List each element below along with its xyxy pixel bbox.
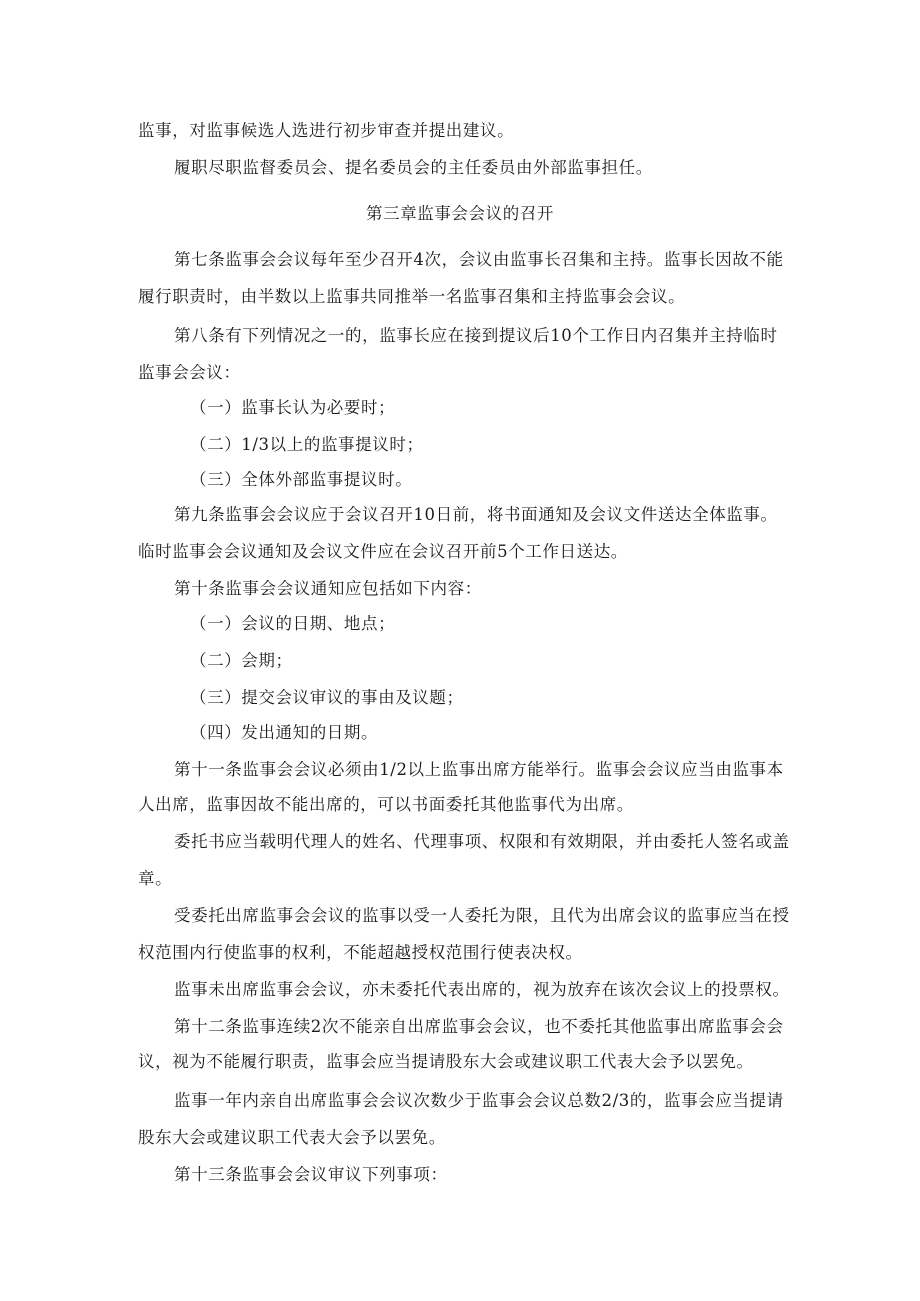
article-8-item-1: （一）监事长认为必要时；: [190, 398, 396, 417]
proxy-para-line-1: 委托书应当载明代理人的姓名、代理事项、权限和有效期限，并由委托人签名或盖: [174, 832, 790, 851]
article-9-line-1: 第九条监事会会议应于会议召开10日前，将书面通知及会议文件送达全体监事。: [174, 505, 778, 524]
proxy-para-line-2: 章。: [138, 869, 173, 888]
article-11-line-2: 人出席，监事因故不能出席的，可以书面委托其他监事代为出席。: [138, 795, 634, 814]
attendance-para-line-2: 股东大会或建议职工代表大会予以罢免。: [138, 1128, 446, 1147]
proxy-limit-line-1: 受委托出席监事会会议的监事以受一人委托为限，且代为出席会议的监事应当在授: [174, 906, 790, 925]
absence-para: 监事未出席监事会会议，亦未委托代表出席的，视为放弃在该次会议上的投票权。: [174, 980, 790, 999]
article-8-item-2: （二）1/3以上的监事提议时；: [190, 435, 424, 454]
article-12-line-1: 第十二条监事连续2次不能亲自出席监事会会议，也不委托其他监事出席监事会会: [174, 1017, 784, 1036]
article-8-item-3: （三）全体外部监事提议时。: [190, 470, 413, 489]
chapter-heading: 第三章监事会会议的召开: [365, 204, 555, 223]
article-10-item-3: （三）提交会议审议的事由及议题；: [190, 688, 464, 707]
article-11-line-1: 第十一条监事会会议必须由1/2以上监事出席方能举行。监事会会议应当由监事本: [174, 760, 784, 779]
article-10-item-1: （一）会议的日期、地点；: [190, 614, 396, 633]
proxy-limit-line-2: 权范围内行使监事的权利，不能超越授权范围行使表决权。: [138, 943, 583, 962]
text-line-2: 履职尽职监督委员会、提名委员会的主任委员由外部监事担任。: [174, 158, 653, 177]
article-7-line-1: 第七条监事会会议每年至少召开4次，会议由监事长召集和主持。监事长因故不能: [174, 250, 784, 269]
article-12-line-2: 议，视为不能履行职责，监事会应当提请股东大会或建议职工代表大会予以罢免。: [138, 1052, 754, 1071]
text-line-1: 监事，对监事候选人选进行初步审查并提出建议。: [138, 121, 515, 140]
article-7-line-2: 履行职责时，由半数以上监事共同推举一名监事召集和主持监事会会议。: [138, 287, 686, 306]
article-10-item-2: （二）会期；: [190, 651, 293, 670]
article-13-line-1: 第十三条监事会会议审议下列事项：: [174, 1165, 448, 1184]
article-8-line-2: 监事会会议：: [138, 363, 241, 382]
article-10-line-1: 第十条监事会会议通知应包括如下内容：: [174, 579, 482, 598]
article-8-line-1: 第八条有下列情况之一的，监事长应在接到提议后10个工作日内召集并主持临时: [174, 326, 778, 345]
article-10-item-4: （四）发出通知的日期。: [190, 723, 379, 742]
attendance-para-line-1: 监事一年内亲自出席监事会会议次数少于监事会会议总数2/3的，监事会应当提请: [174, 1091, 784, 1110]
article-9-line-2: 临时监事会会议通知及会议文件应在会议召开前5个工作日送达。: [138, 542, 628, 561]
